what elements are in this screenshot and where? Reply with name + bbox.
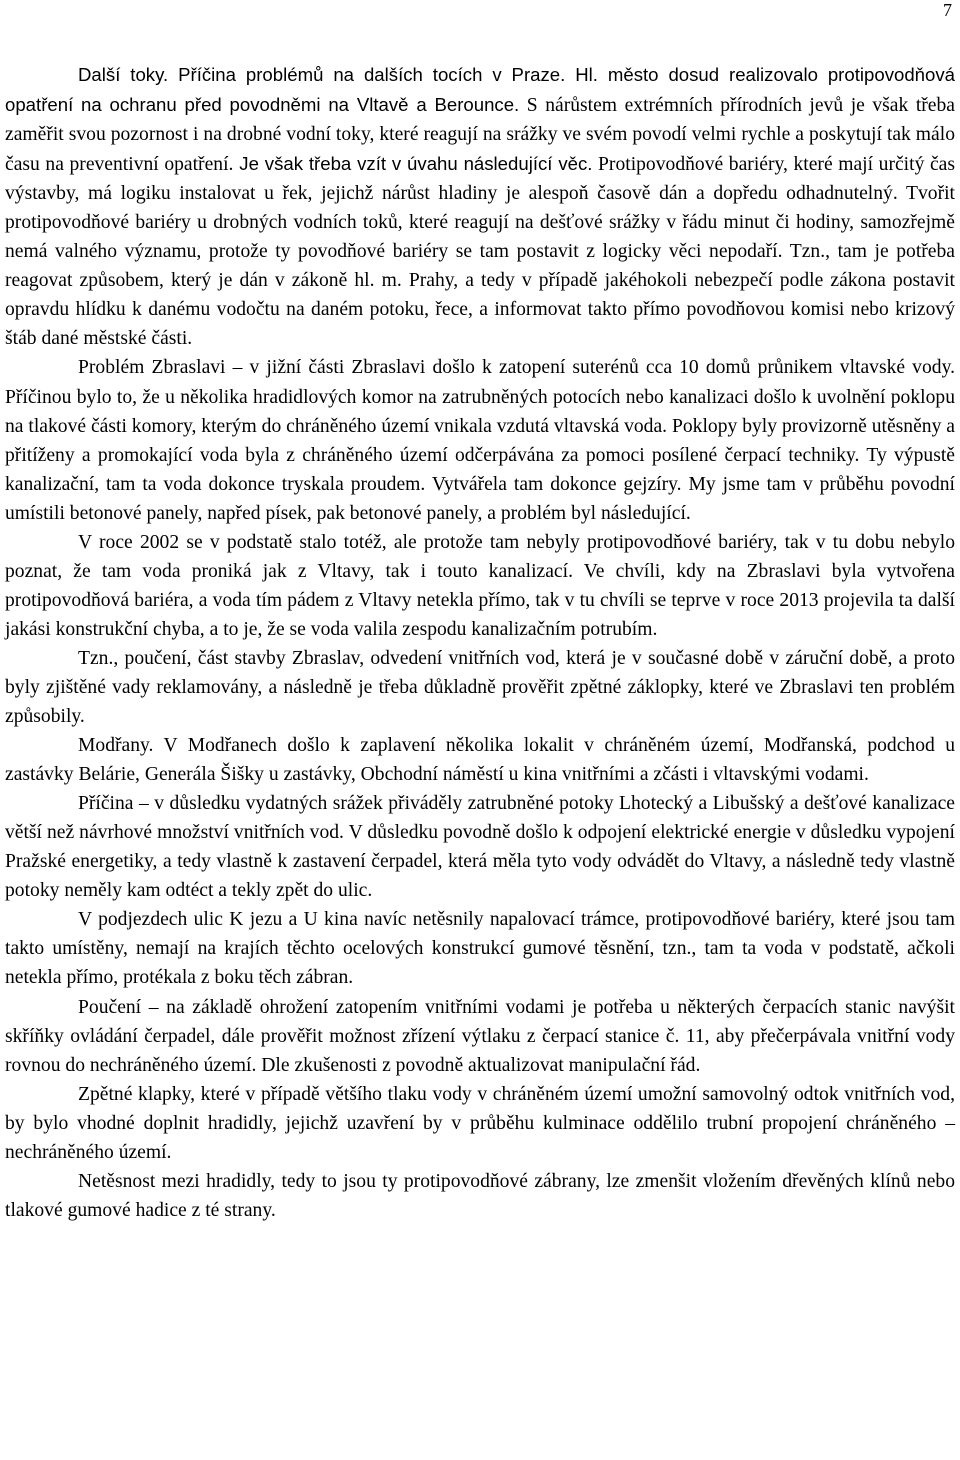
paragraph	[5, 60, 955, 353]
text-segment: S nárůstem extrémních přírodních jevů je však třeba zaměřit svou pozornost i na drobné vodní toky, které reagují na srážky ve svém povodí velmi rychle a poskytují tak málo času na preventivní opatření.	[5, 95, 955, 176]
paragraph	[5, 993, 955, 1080]
paragraph	[5, 789, 955, 905]
text-segment: Příčina – v důsledku vydatných srážek přiváděly zatrubněné potoky Lhotecký a Libušský a dešťové kanalizace větší než návrhové množství vnitřních vod. V důsledku povodně došlo k odpojení elektrické energie v důsledku vypojení Pražské energetiky, a tedy vlastně k zastavení čerpadel, která měla tyto vody odvádět do Vltavy, a následně tedy vlastně potoky neměly kam odtéct a tekly zpět do ulic.	[5, 793, 955, 902]
paragraph	[5, 731, 955, 789]
text-segment: Modřany. V Modřanech došlo k zaplavení několika lokalit v chráněném území, Modřanská, podchod u zastávky Belárie, Generála Šišky u zastávky, Obchodní náměstí u kina vnitřními a zčásti i vltavskými vodami.	[5, 735, 955, 786]
text-segment: Tzn., tam je potřeba reagovat způsobem, který je dán v zákoně hl. m.	[5, 241, 955, 292]
text-segment: Prahy, a tedy v případě jakéhokoli nebezpečí podle zákona postavit opravdu hlídku k danému vodočtu na daném potoku, řece, a informovat takto přímo povodňovou komisi nebo krizový štáb dané městské části.	[5, 270, 955, 350]
text-segment: Tzn., poučení, část stavby Zbraslav, odvedení vnitřních vod, která je v současné době v záruční době, a proto byly zjištěné vady reklamovány, a následně je třeba důkladně prověřit zpětné záklopky, které ve Zbraslavi ten problém způsobily.	[5, 647, 955, 728]
text-segment: Další toky. Příčina problémů na dalších tocích v Praze. Hl. město dosud realizovalo protipovodňová opatření na ochranu před povodněmi na Vltavě a Berounce.	[5, 64, 955, 116]
text-segment: Problém Zbraslavi – v jižní části Zbraslavi došlo k zatopení suterénů cca 10 domů průnikem vltavské vody.	[78, 357, 955, 379]
text-segment: Protipovodňové bariéry, které mají určitý čas výstavby, má logiku instalovat u řek, jejichž nárůst hladiny je alespoň časově dán a dopředu odhadnutelný.	[5, 154, 955, 205]
text-segment: Tvořit protipovodňové bariéry u drobných vodních toků, které reagují na dešťové srážky v řádu minut či hodiny, samozřejmě nemá valného významu, protože ty povodňové bariéry se tam postavit z logicky věci nepodaří.	[5, 183, 955, 263]
paragraph	[5, 644, 955, 731]
paragraph	[5, 353, 955, 527]
text-segment: Je však třeba vzít v úvahu následující věc.	[233, 153, 593, 175]
document-body	[5, 60, 955, 1225]
text-segment: V roce 2002 se v podstatě stalo totéž, ale protože tam nebyly protipovodňové bariéry, tak v tu dobu nebylo poznat, že tam voda proniká jak z Vltavy, tak i touto kanalizací. Ve chvíli, kdy na Zbraslavi byla vytvořena protipovodňová bariéra, a voda tím pádem z Vltavy netekla přímo, tak v tu chvíli se teprve v roce 2013 projevila ta další jakási konstrukční chyba, a to je, že se voda valila zespodu kanalizačním potrubím.	[5, 531, 955, 640]
paragraph	[5, 1080, 955, 1167]
page-number: 7	[943, 0, 952, 20]
text-segment: Zpětné klapky, které v případě většího tlaku vody v chráněném území umožní samovolný odtok vnitřních vod, by bylo vhodné doplnit hradidly, jejichž uzavření by v průběhu kulminace oddělilo trubní propojení chráněného – nechráněného území.	[5, 1083, 955, 1163]
paragraph	[5, 905, 955, 992]
text-segment: V podjezdech ulic K jezu a U kina navíc netěsnily napalovací trámce, protipovodňové bariéry, které jsou tam takto umístěny, nemají na krajích těchto ocelových konstrukcí gumové těsnění, tzn., tam ta voda v podstatě, ačkoli netekla přímo, protékala z boku těch zábran.	[5, 909, 955, 989]
text-segment: Poučení – na základě ohrožení zatopením vnitřními vodami je potřeba u některých čerpacích stanic navýšit skříňky ovládání čerpadel, dále prověřit možnost zřízení výtlaku z čerpací stanice č. 11, aby přečerpávala vnitřní vody rovnou do nechráněného území. Dle zkušenosti z povodně aktualizovat manipulační řád.	[5, 996, 955, 1076]
paragraph	[5, 528, 955, 644]
text-segment: Netěsnost mezi hradidly, tedy to jsou ty protipovodňové zábrany, lze zmenšit vložením dřevěných klínů nebo tlakové gumové hadice z té strany.	[5, 1170, 955, 1221]
text-segment: Příčinou bylo to, že u několika hradidlových komor na zatrubněných potocích nebo kanalizaci došlo k uvolnění poklopu na tlakové části komory, kterým do chráněného území vnikala vzdutá vltavská voda. Poklopy byly provizorně utěsněny a přitíženy a promokající voda byla z chráněného území odčerpávána za pomoci posílené čerpací techniky. Ty výpustě kanalizační, tam ta voda dokonce tryskala proudem. Vytvářela tam dokonce gejzíry. My jsme tam v průběhu povodní umístili betonové panely, napřed písek, pak betonové panely, a problém byl následující.	[5, 386, 955, 524]
paragraph	[5, 1167, 955, 1225]
